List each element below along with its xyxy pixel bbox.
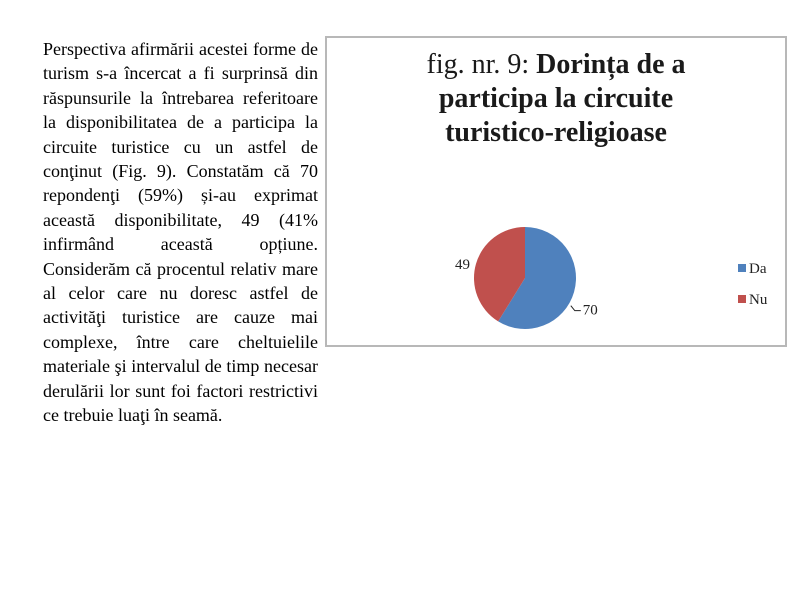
chart-title-line3: turistico-religioase [445,117,667,148]
legend-label-nu: Nu [749,292,768,308]
pie-chart [327,38,785,345]
legend-swatch-nu [738,295,746,303]
chart-title-line2: participa la circuite [438,83,674,114]
data-label-da: 70 [582,302,598,319]
chart-title-prefix: fig. nr. 9: [426,49,537,80]
data-label-nu: 49 [455,257,470,273]
body-paragraph: Perspectiva afirmării acestei forme de turism s-a încercat a fi surprinsă din răspunsurile la întrebarea referitoare la disponibilitatea de a participa la circuite turistice cu un astfel de conţinut (Fig. 9). Constatăm că 70 repondenţi (59%) și-au exprimat această disponibilitate, 49 (41% infirmând această opțiune. Considerăm că procentul relativ mare al celor care nu doresc astfel de activităţi turistice are cauze mai complexe, între care cheltuielile materiale şi intervalul de timp necesar derulării lor sunt foi factori restrictivi ce trebuie luaţi în seamă. [43,39,318,426]
chart-frame [325,36,787,347]
legend-label-da: Da [749,261,767,277]
legend-swatch-da [738,264,746,272]
leader-line-da [571,306,581,311]
chart-title-line1: Dorința de a [536,49,686,80]
